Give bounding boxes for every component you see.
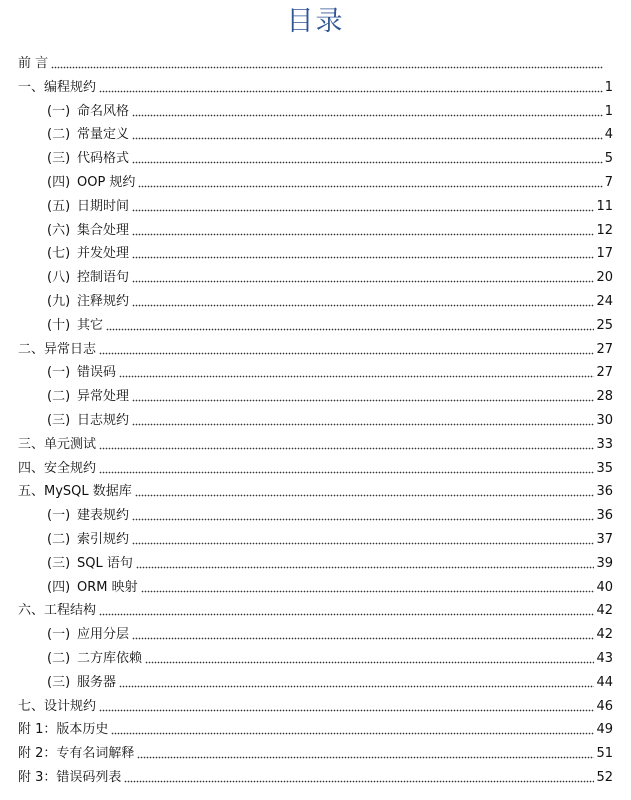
toc-entry-number: (一) [47,365,71,381]
toc-entry-text: 集合处理 [77,222,130,238]
toc-entry-number: (四) [47,579,71,595]
toc-entry-text: 二方库依赖 [77,651,143,666]
toc-page-number: 49 [596,722,613,738]
toc-entry-text: 三、单元测试 [18,436,97,452]
toc-subsection-entry[interactable] [47,312,613,334]
toc-entry-text: 七、设计规约 [18,698,97,714]
toc-subsection-entry[interactable] [47,621,613,643]
toc-entry-text: 附 1：版本历史 [18,722,109,738]
toc-page-number: 46 [596,698,613,714]
toc-entry-label [47,627,130,643]
dot-leader [51,65,603,69]
toc-subsection-entry[interactable] [47,193,613,215]
toc-entry-text: 二、异常日志 [18,341,97,357]
dot-leader [132,232,594,236]
toc-entry-label [47,223,130,239]
toc-entry-text: 日志规约 [77,413,130,428]
toc-subsection-entry[interactable] [47,407,613,429]
toc-entry-label [47,318,104,334]
toc-entry-text: 附 2：专有名词解释 [18,746,135,762]
toc-entry-label [18,342,97,358]
toc-entry-number: (一) [47,103,71,119]
toc-entry-text: 命名风格 [77,103,130,119]
toc-subsection-entry[interactable] [47,217,613,239]
dot-leader [124,779,594,783]
toc-section-entry[interactable] [18,764,613,786]
toc-page-number: 17 [596,246,613,262]
toc-entry-label [47,508,130,524]
dot-leader [138,184,602,188]
toc-entry-label [18,461,97,477]
toc-subsection-entry[interactable] [47,264,613,286]
toc-entry-label [18,699,97,715]
dot-leader [99,470,594,474]
toc-subsection-entry[interactable] [47,145,613,167]
dot-leader [132,255,594,259]
toc-subsection-entry[interactable] [47,550,613,572]
dot-leader [132,398,594,402]
toc-page-number: 27 [596,341,613,357]
toc-entry-label [47,413,130,429]
toc-section-entry[interactable] [18,716,613,738]
toc-entry-text: 错误码 [77,365,117,381]
toc-entry-number: (三) [47,413,71,428]
dot-leader [132,136,603,140]
toc-subsection-entry[interactable] [47,359,613,381]
toc-section-entry[interactable] [18,50,613,72]
toc-page-number: 27 [596,365,613,381]
toc-entry-label [18,746,135,762]
toc-section-entry[interactable] [18,597,613,619]
toc-entry-text: 五、MySQL 数据库 [18,484,132,500]
dot-leader [119,684,594,688]
toc-entry-number: (三) [47,674,71,690]
toc-subsection-entry[interactable] [47,98,613,120]
toc-entry-text: 前 言 [18,56,49,71]
toc-subsection-entry[interactable] [47,574,613,596]
dot-leader [99,351,594,355]
toc-page-number: 1 [604,79,613,95]
toc-entry-label [47,246,130,262]
toc-entry-text: 服务器 [77,674,117,690]
toc-entry-number: (二) [47,127,71,143]
toc-entry-label [47,104,130,120]
toc-page-number: 7 [604,175,613,190]
toc-entry-label [18,603,97,619]
toc-entry-number: (三) [47,151,71,167]
toc-entry-text: 注释规约 [77,294,130,309]
toc-entry-text: 代码格式 [77,151,130,167]
toc-title: 目录 [286,6,345,37]
toc-page-number: 37 [596,532,613,547]
dot-leader [136,565,595,569]
toc-entry-number: (一) [47,627,71,643]
toc-page-number: 35 [596,460,613,476]
dot-leader [106,327,594,331]
toc-entry-label [47,580,139,596]
toc-entry-label [18,770,122,786]
toc-entry-text: 附 3：错误码列表 [18,770,122,785]
toc-subsection-entry[interactable] [47,121,613,143]
toc-entry-number: (二) [47,651,71,666]
toc-entry-label [47,532,130,548]
toc-entry-number: (一) [47,508,71,524]
dot-leader [132,541,594,545]
toc-entry-label [47,270,130,286]
toc-entry-label [47,294,130,310]
toc-section-entry[interactable] [18,478,613,500]
toc-page-number: 42 [596,627,613,643]
toc-entry-number: (六) [47,222,71,238]
toc-entry-text: 日期时间 [77,198,130,214]
toc-page-number: 4 [604,127,613,143]
toc-page-number: 30 [596,413,613,428]
dot-leader [137,755,594,759]
toc-entry-text: 常量定义 [77,127,130,143]
toc-subsection-entry[interactable] [47,502,613,524]
toc-section-entry[interactable] [18,74,613,96]
toc-page-number: 5 [604,151,613,167]
dot-leader [135,493,595,497]
toc-entry-label [18,484,133,500]
toc-subsection-entry[interactable] [47,288,613,310]
dot-leader [132,636,594,640]
toc-entry-number: (八) [47,270,71,286]
toc-page-number: 36 [596,508,613,524]
toc-entry-text: OOP 规约 [77,175,136,190]
dot-leader [132,113,603,117]
dot-leader [99,446,594,450]
toc-page-number: 42 [596,603,613,619]
toc-page-number: 24 [596,294,613,309]
toc-page-number: 12 [596,222,613,238]
dot-leader [132,160,603,164]
toc-section-entry[interactable] [18,740,613,762]
dot-leader [132,208,594,212]
toc-section-entry[interactable] [18,455,613,477]
toc-entry-number: (五) [47,198,71,214]
toc-entry-label [47,365,117,381]
toc-page-number: 11 [596,198,613,214]
toc-entry-label [18,80,97,96]
toc-entry-label [47,675,117,691]
toc-entry-label [47,389,130,405]
toc-entry-text: SQL 语句 [77,555,133,571]
toc-page-number: 25 [596,317,613,333]
toc-entry-number: (四) [47,175,71,190]
dot-leader [132,303,594,307]
toc-page-number: 39 [596,555,613,571]
toc-page-number: 28 [596,389,613,405]
dot-leader [145,660,594,664]
toc-entry-text: 建表规约 [77,508,130,524]
toc-entry-label [47,127,130,143]
toc-section-entry[interactable] [18,336,613,358]
toc-entry-number: (九) [47,294,71,309]
toc-subsection-entry[interactable] [47,669,613,691]
toc-entry-label [47,199,130,215]
toc-subsection-entry[interactable] [47,526,613,548]
toc-page-number: 52 [596,770,613,785]
toc-subsection-entry[interactable] [47,169,613,191]
dot-leader [132,517,594,521]
dot-leader [132,422,594,426]
toc-entry-number: (十) [47,317,71,333]
toc-entry-label [47,556,134,572]
dot-leader [99,708,594,712]
toc-subsection-entry[interactable] [47,645,613,667]
toc-entry-text: 异常处理 [77,389,130,405]
toc-entry-text: 并发处理 [77,246,130,262]
toc-entry-number: (二) [47,389,71,405]
toc-page-number: 40 [596,579,613,595]
toc-entry-text: 索引规约 [77,532,130,547]
toc-entry-text: 四、安全规约 [18,460,97,476]
toc-entry-text: ORM 映射 [77,579,138,595]
toc-entry-text: 六、工程结构 [18,603,97,619]
dot-leader [99,612,594,616]
toc-entry-text: 一、编程规约 [18,79,97,95]
toc-page-number: 43 [596,651,613,666]
toc-section-entry[interactable] [18,693,613,715]
toc-entry-label [47,151,130,167]
dot-leader [132,279,594,283]
toc-section-entry[interactable] [18,431,613,453]
toc-subsection-entry[interactable] [47,383,613,405]
toc-page-number: 1 [604,103,613,119]
toc-page-number: 44 [596,674,613,690]
toc-entry-text: 控制语句 [77,270,130,286]
toc-entry-number: (七) [47,246,71,262]
toc-entry-label [47,175,136,191]
toc-entry-label [18,56,49,72]
toc-subsection-entry[interactable] [47,240,613,262]
dot-leader [99,89,603,93]
dot-leader [111,731,594,735]
toc-page-number: 51 [596,746,613,762]
toc-entry-text: 应用分层 [77,627,130,643]
toc-entry-text: 其它 [77,317,104,333]
toc-entry-number: (二) [47,532,71,547]
toc-entry-label [18,437,97,453]
dot-leader [119,374,594,378]
toc-entry-label [47,651,143,667]
toc-entry-label [18,722,109,738]
toc-page-number: 20 [596,270,613,286]
toc-entry-number: (三) [47,555,71,571]
toc-page-number: 36 [596,484,613,500]
toc-page-number: 33 [596,436,613,452]
dot-leader [141,589,595,593]
